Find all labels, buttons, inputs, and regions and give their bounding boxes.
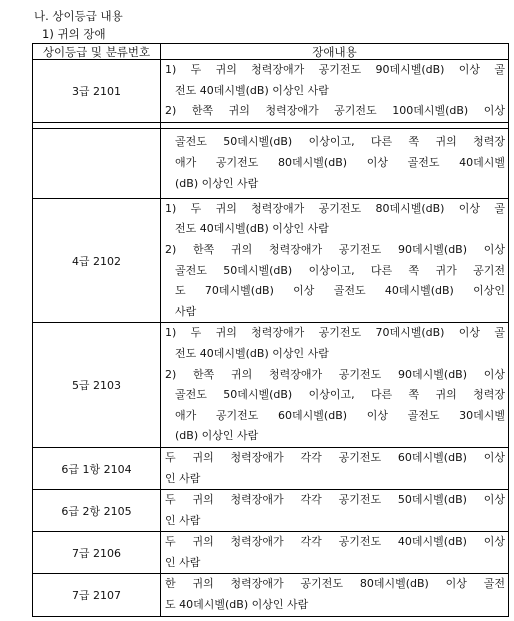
description-line: 인 사람	[165, 513, 201, 527]
grade-cell: 6급 2항 2105	[33, 490, 161, 532]
table-row	[33, 128, 509, 198]
description-cell	[161, 60, 509, 123]
description-line: 두 귀의 청력장애가 각각 공기전도 50데시벨(dB) 이상	[165, 493, 505, 507]
description-line: 사람	[175, 304, 197, 318]
description-cell	[161, 532, 509, 574]
table-row	[33, 447, 509, 489]
description-line: 2) 한쪽 귀의 청력장애가 공기전도 100데시벨(dB) 이상	[165, 104, 505, 118]
description-line: 인 사람	[165, 555, 201, 569]
description-cell	[161, 447, 509, 489]
description-line: 전도 40데시벨(dB) 이상인 사람	[175, 222, 329, 236]
description-line: 도 70데시벨(dB) 이상 골전도 40데시벨(dB) 이상인	[175, 284, 505, 298]
description-line: 골전도 50데시벨(dB) 이상이고, 다른 쪽 귀의 청력장	[175, 135, 505, 149]
description-line: (dB) 이상인 사람	[175, 429, 259, 443]
description-line: 도 40데시벨(dB) 이상인 사람	[165, 598, 309, 612]
description-line: 전도 40데시벨(dB) 이상인 사람	[175, 83, 329, 97]
description-cell	[161, 490, 509, 532]
header-grade: 상이등급 및 분류번호	[33, 44, 161, 60]
grade-cell: 3급 2101	[33, 60, 161, 123]
grade-cell: 6급 1항 2104	[33, 447, 161, 489]
grade-cell: 5급 2103	[33, 323, 161, 448]
description-line: 1) 두 귀의 청력장애가 공기전도 80데시벨(dB) 이상 골	[165, 201, 505, 215]
header-description: 장애내용	[161, 44, 509, 60]
section-heading: 나. 상이등급 내용	[34, 9, 123, 23]
description-line: 1) 두 귀의 청력장애가 공기전도 90데시벨(dB) 이상 골	[165, 63, 505, 76]
table-row	[33, 198, 509, 323]
grade-cell: 7급 2106	[33, 532, 161, 574]
grade-cell	[33, 128, 161, 198]
subsection-heading: 1) 귀의 장애	[42, 27, 106, 41]
description-cell	[161, 323, 509, 448]
description-line: 전도 40데시벨(dB) 이상인 사람	[175, 346, 329, 360]
table-row	[33, 532, 509, 574]
description-line: 두 귀의 청력장애가 각각 공기전도 40데시벨(dB) 이상	[165, 535, 505, 549]
description-line: 인 사람	[165, 471, 201, 485]
table-row	[33, 60, 509, 123]
description-line: 2) 한쪽 귀의 청력장애가 공기전도 90데시벨(dB) 이상	[165, 367, 505, 381]
grade-cell: 4급 2102	[33, 198, 161, 323]
description-line: 한 귀의 청력장애가 공기전도 80데시벨(dB) 이상 골전	[165, 577, 505, 591]
description-line: 2) 한쪽 귀의 청력장애가 공기전도 90데시벨(dB) 이상	[165, 242, 505, 256]
description-line: 골전도 50데시벨(dB) 이상이고, 다른 쪽 귀가 공기전	[175, 263, 505, 277]
description-line: 두 귀의 청력장애가 각각 공기전도 60데시벨(dB) 이상	[165, 450, 505, 464]
grade-cell: 7급 2107	[33, 574, 161, 616]
disability-grade-table	[32, 43, 509, 617]
table-row	[33, 323, 509, 448]
description-line: (dB) 이상인 사람	[175, 176, 259, 190]
description-line: 1) 두 귀의 청력장애가 공기전도 70데시벨(dB) 이상 골	[165, 326, 505, 340]
table-row	[33, 490, 509, 532]
description-cell	[161, 574, 509, 616]
description-cell	[161, 128, 509, 198]
description-line: 애가 공기전도 80데시벨(dB) 이상 골전도 40데시벨	[175, 155, 505, 169]
description-line: 애가 공기전도 60데시벨(dB) 이상 골전도 30데시벨	[175, 408, 505, 422]
description-cell	[161, 198, 509, 323]
description-line: 골전도 50데시벨(dB) 이상이고, 다른 쪽 귀의 청력장	[175, 388, 505, 402]
table-row	[33, 574, 509, 616]
table-header-row	[33, 44, 509, 60]
